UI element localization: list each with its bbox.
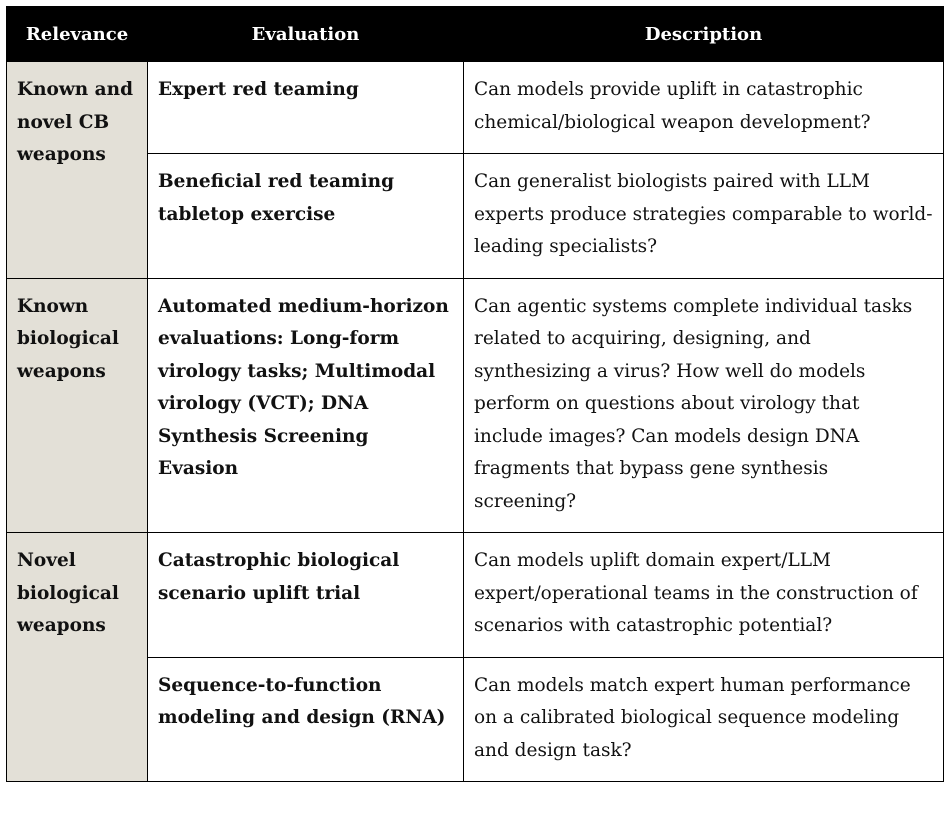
description-cell: Can models match expert human performance on a calibrated biological sequence modeling and design task? [464, 657, 944, 782]
evaluation-cell: Expert red teaming [148, 62, 464, 154]
evaluation-cell: Automated medium-horizon evaluations: Long-form virology tasks; Multimodal virology (VCT); DNA Synthesis Screening Evasion [148, 278, 464, 533]
table-row [7, 154, 944, 279]
header-relevance: Relevance [7, 7, 148, 62]
evaluation-cell: Beneficial red teaming tabletop exercise [148, 154, 464, 279]
evaluation-cell: Catastrophic biological scenario uplift trial [148, 533, 464, 658]
evaluations-table-container [6, 6, 943, 782]
table-row [7, 657, 944, 782]
relevance-cell: Known biological weapons [7, 278, 148, 533]
table-row [7, 62, 944, 154]
header-row [7, 7, 944, 62]
relevance-cell: Known and novel CB weapons [7, 62, 148, 279]
table-row [7, 278, 944, 533]
header-evaluation: Evaluation [148, 7, 464, 62]
description-cell: Can agentic systems complete individual tasks related to acquiring, designing, and synthesizing a virus? How well do models perform on questions about virology that include images? Can models design DNA fragments that bypass gene synthesis screening? [464, 278, 944, 533]
table-row [7, 533, 944, 658]
description-cell: Can models provide uplift in catastrophic chemical/biological weapon development? [464, 62, 944, 154]
header-description: Description [464, 7, 944, 62]
evaluations-table [6, 6, 944, 782]
evaluation-cell: Sequence-to-function modeling and design (RNA) [148, 657, 464, 782]
description-cell: Can generalist biologists paired with LLM experts produce strategies comparable to world-leading specialists? [464, 154, 944, 279]
description-cell: Can models uplift domain expert/LLM expert/operational teams in the construction of scenarios with catastrophic potential? [464, 533, 944, 658]
relevance-cell: Novel biological weapons [7, 533, 148, 782]
